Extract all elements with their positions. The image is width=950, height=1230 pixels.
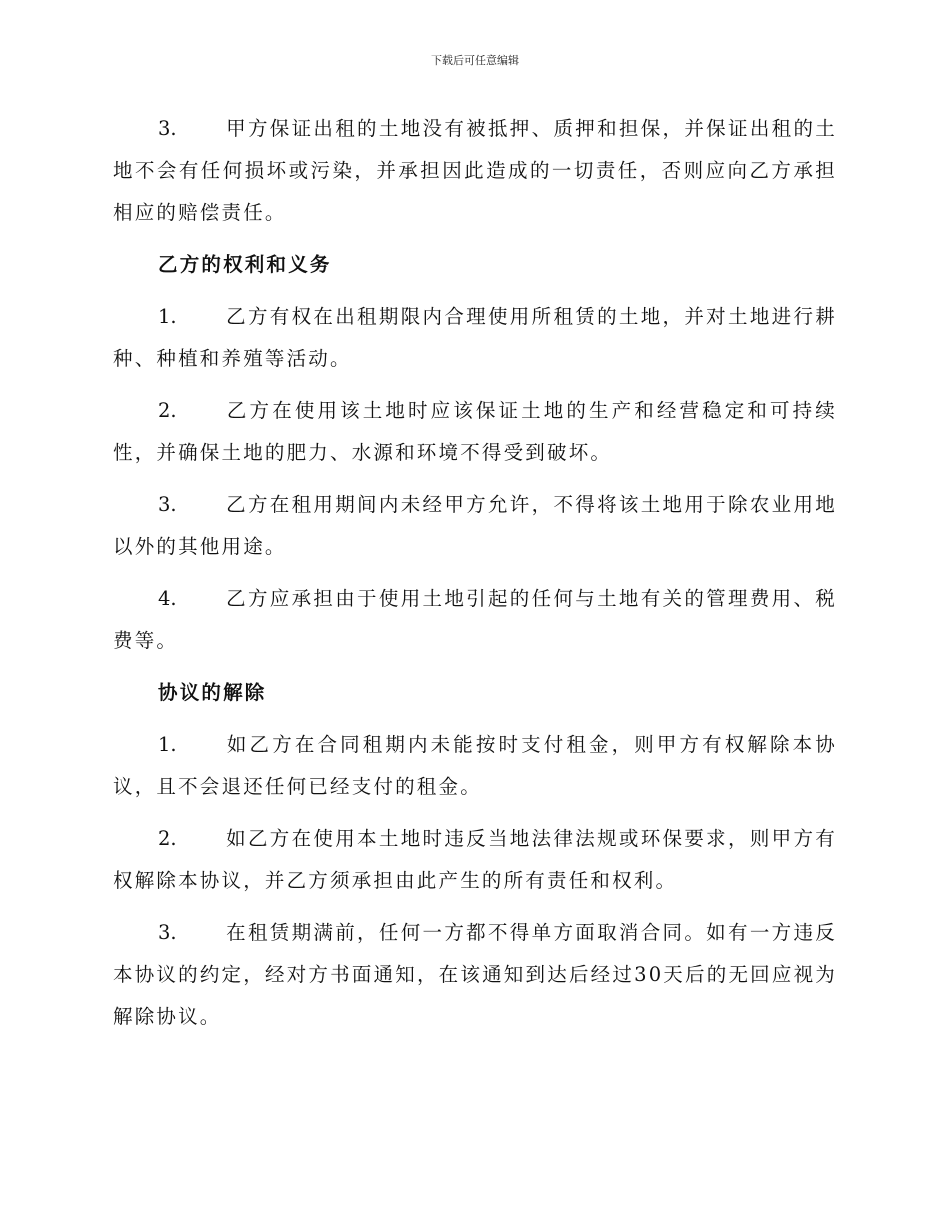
clause-text: 甲方保证出租的土地没有被抵押、质押和担保，并保证出租的土地不会有任何损坏或污染，并承担因此造成的一切责任，否则应向乙方承担相应的赔偿责任。 xyxy=(113,117,837,224)
clause-number: 2. xyxy=(158,399,177,422)
clause-paragraph xyxy=(113,818,837,902)
clause-paragraph xyxy=(113,912,837,1038)
section-heading: 乙方的权利和义务 xyxy=(158,253,332,276)
clause-paragraph xyxy=(113,390,837,474)
clause-number: 4. xyxy=(158,587,177,610)
document-body xyxy=(113,108,837,1048)
page-header: 下载后可任意编辑 xyxy=(431,54,519,67)
clause-text: 乙方在使用该土地时应该保证土地的生产和经营稳定和可持续性，并确保土地的肥力、水源和环境不得受到破坏。 xyxy=(113,399,837,464)
clause-text: 在租赁期满前，任何一方都不得单方面取消合同。如有一方违反本协议的约定，经对方书面通知，在该通知到达后经过30天后的无回应视为解除协议。 xyxy=(113,921,837,1028)
clause-paragraph xyxy=(113,578,837,662)
clause-text: 乙方在租用期间内未经甲方允许，不得将该土地用于除农业用地以外的其他用途。 xyxy=(113,493,837,558)
clause-number: 2. xyxy=(158,827,177,850)
clause-paragraph xyxy=(113,484,837,568)
clause-number: 3. xyxy=(158,493,177,516)
clause-text: 乙方有权在出租期限内合理使用所租赁的土地，并对土地进行耕种、种植和养殖等活动。 xyxy=(113,305,837,370)
clause-text: 乙方应承担由于使用土地引起的任何与土地有关的管理费用、税费等。 xyxy=(113,587,837,652)
clause-number: 1. xyxy=(158,305,177,328)
clause-paragraph xyxy=(113,108,837,234)
clause-text: 如乙方在使用本土地时违反当地法律法规或环保要求，则甲方有权解除本协议，并乙方须承担由此产生的所有责任和权利。 xyxy=(113,827,837,892)
section-heading: 协议的解除 xyxy=(158,681,267,704)
clause-paragraph xyxy=(113,724,837,808)
clause-number: 3. xyxy=(158,921,177,944)
clause-paragraph xyxy=(113,296,837,380)
clause-text: 如乙方在合同租期内未能按时支付租金，则甲方有权解除本协议，且不会退还任何已经支付的租金。 xyxy=(113,733,837,798)
clause-number: 1. xyxy=(158,733,177,756)
clause-number: 3. xyxy=(158,117,177,140)
